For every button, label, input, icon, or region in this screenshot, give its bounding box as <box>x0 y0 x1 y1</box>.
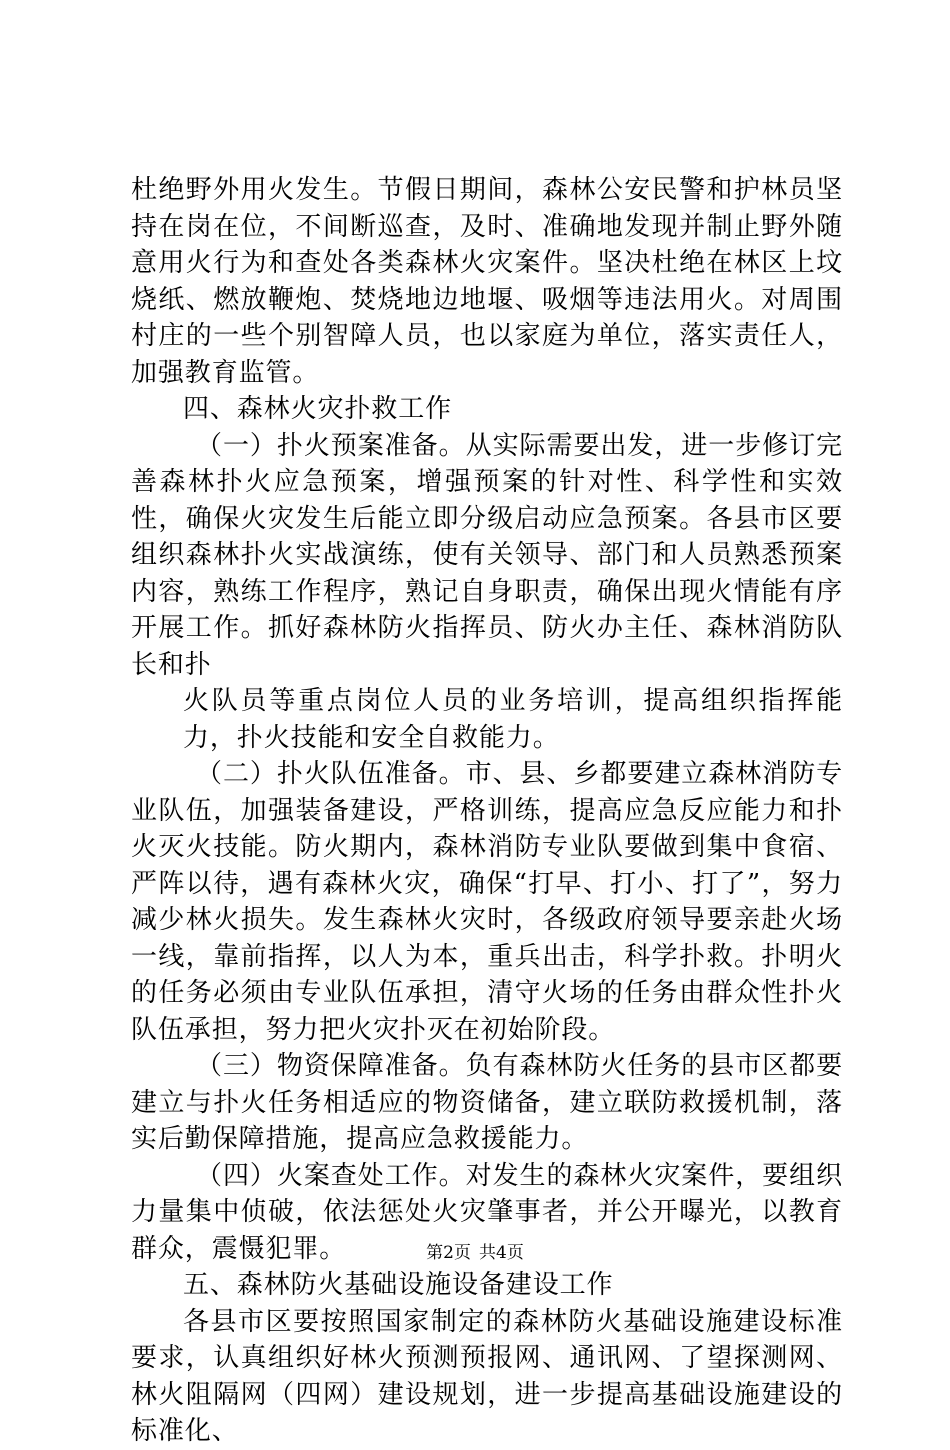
paragraph-plan-preparation-continued: 火队员等重点岗位人员的业务培训，提高组织指挥能力，扑火技能和安全自救能力。 <box>183 686 843 753</box>
section-heading-infrastructure: 五、森林防火基础设施设备建设工作 <box>183 1270 614 1300</box>
page-number-total: 共4页 <box>479 1243 524 1263</box>
page-number-current: 第2页 <box>426 1243 471 1263</box>
paragraph-supplies-preparation: （三）物资保障准备。负有森林防火任务的县市区都要建立与扑火任务相适应的物资储备，建立联防救援机制，落实后勤保障措施，提高应急救援能力。 <box>131 1051 843 1154</box>
page-footer <box>0 1242 950 1264</box>
paragraph-team-preparation: （二）扑火队伍准备。市、县、乡都要建立森林消防专业队伍，加强装备建设，严格训练，提高应急反应能力和扑火灭火技能。防火期内，森林消防专业队要做到集中食宿、严阵以待，遇有森林火灾，确保“打早、打小、打了”，努力减少林火损失。发生森林火灾时，各级政府领导要亲赴火场一线，靠前指挥，以人为本，重兵出击，科学扑救。扑明火的任务必须由专业队伍承担，清守火场的任务由群众性扑火队伍承担，努力把火灾扑灭在初始阶段。 <box>131 759 843 1045</box>
paragraph-plan-preparation: （一）扑火预案准备。从实际需要出发，进一步修订完善森林扑火应急预案，增强预案的针对性、科学性和实效性，确保火灾发生后能立即分级启动应急预案。各县市区要组织森林扑火实战演练，使有关领导、部门和人员熟悉预案内容，熟练工作程序，熟记自身职责，确保出现火情能有序开展工作。抓好森林防火指挥员、防火办主任、森林消防队长和扑 <box>131 430 843 680</box>
paragraph-fire-prevention-continued: 杜绝野外用火发生。节假日期间，森林公安民警和护林员坚持在岗在位，不间断巡查，及时、准确地发现并制止野外随意用火行为和查处各类森林火灾案件。坚决杜绝在林区上坟烧纸、燃放鞭炮、焚烧地边地堰、吸烟等违法用火。对周围村庄的一些个别智障人员，也以家庭为单位，落实责任人，加强教育监管。 <box>131 175 843 388</box>
paragraph-infrastructure: 各县市区要按照国家制定的森林防火基础设施建设标准要求，认真组织好林火预测预报网、通讯网、了望探测网、林火阻隔网（四网）建设规划，进一步提高基础设施建设的标准化、 <box>131 1306 843 1446</box>
paragraph-case-investigation: （四）火案查处工作。对发生的森林火灾案件，要组织力量集中侦破，依法惩处火灾肇事者，并公开曝光，以教育群众，震慑犯罪。 <box>131 1160 843 1264</box>
section-heading-fire-fighting: 四、森林火灾扑救工作 <box>183 394 453 424</box>
